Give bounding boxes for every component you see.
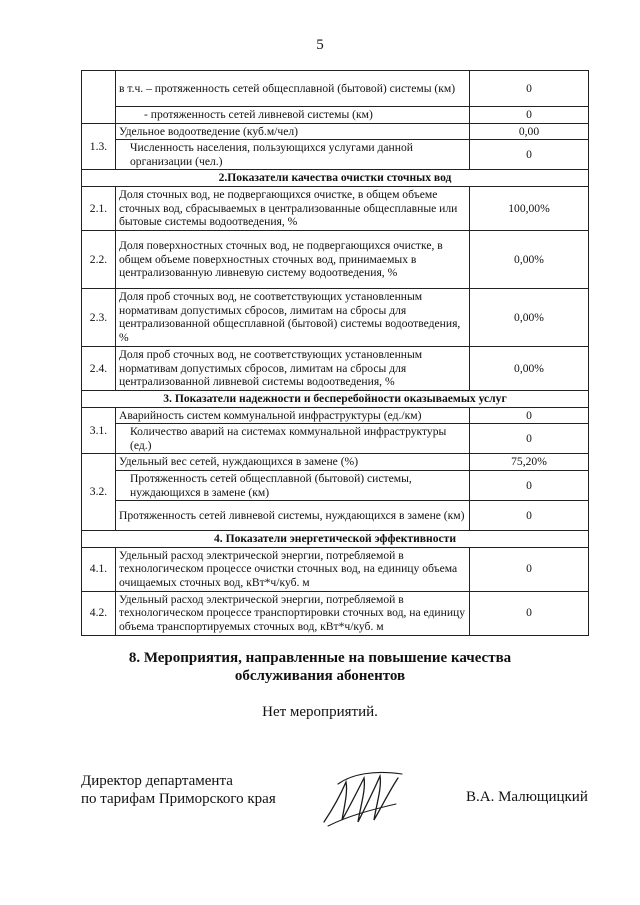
table-row [82, 186, 589, 230]
signatory-position [81, 772, 276, 808]
section-header: 3. Показатели надежности и бесперебойности оказываемых услуг [82, 390, 589, 407]
section-8-body: Нет мероприятий. [262, 704, 378, 720]
table-row [82, 230, 589, 288]
row-number: 3.2. [82, 454, 116, 531]
row-value: 0 [470, 547, 589, 591]
row-number: 2.2. [82, 230, 116, 288]
row-text: - протяженность сетей ливневой системы (км) [116, 107, 470, 124]
table-row [82, 123, 589, 140]
row-value: 0 [470, 424, 589, 454]
page-number: 5 [316, 37, 324, 53]
row-text: Удельный вес сетей, нуждающихся в замене (%) [116, 454, 470, 471]
section-8-title-line1: 8. Мероприятия, направленные на повышение качества [128, 650, 512, 666]
table-row [82, 107, 589, 124]
section-header: 4. Показатели энергетической эффективности [82, 531, 589, 548]
row-value: 0,00% [470, 230, 589, 288]
row-number: 2.1. [82, 186, 116, 230]
row-number: 3.1. [82, 407, 116, 454]
section-8-title-line2: обслуживания абонентов [234, 668, 406, 684]
position-line2: по тарифам Приморского края [81, 791, 276, 807]
row-value: 100,00% [470, 186, 589, 230]
row-value: 0 [470, 470, 589, 500]
row-text: Доля проб сточных вод, не соответствующих установленным нормативам допустимых сбросов, лимитам на сбросы для централизованной ливневой системы водоотведения, % [116, 346, 470, 390]
row-value: 0 [470, 140, 589, 170]
row-text: Удельный расход электрической энергии, потребляемой в технологическом процессе очистки сточных вод, на единицу объема очищаемых сточных вод, кВт*ч/куб. м [116, 547, 470, 591]
row-text: Численность населения, пользующихся услугами данной организации (чел.) [116, 140, 470, 170]
table-row [82, 346, 589, 390]
row-text: Количество аварий на системах коммунальной инфраструктуры (ед.) [116, 424, 470, 454]
row-number [82, 71, 116, 124]
row-value: 0,00% [470, 346, 589, 390]
row-text: Протяженность сетей ливневой системы, нуждающихся в замене (км) [116, 501, 470, 531]
row-value: 0 [470, 407, 589, 424]
table-row [82, 501, 589, 531]
section-header-row [82, 170, 589, 187]
row-value: 0 [470, 501, 589, 531]
handwritten-signature [318, 760, 408, 845]
section-header-row [82, 531, 589, 548]
row-value: 0,00% [470, 288, 589, 346]
row-number: 4.2. [82, 591, 116, 635]
row-text: Протяженность сетей общесплавной (бытовой) системы, нуждающихся в замене (км) [116, 470, 470, 500]
row-number: 2.3. [82, 288, 116, 346]
position-line1: Директор департамента [81, 773, 233, 789]
table-row [82, 547, 589, 591]
table-row [82, 424, 589, 454]
row-text: Удельный расход электрической энергии, потребляемой в технологическом процессе транспортировки сточных вод, на единицу объема транспортируемых сточных вод, кВт*ч/куб. м [116, 591, 470, 635]
table-row [82, 288, 589, 346]
row-number: 4.1. [82, 547, 116, 591]
row-text: Удельное водоотведение (куб.м/чел) [116, 123, 470, 140]
row-text: Аварийность систем коммунальной инфраструктуры (ед./км) [116, 407, 470, 424]
table-row [82, 591, 589, 635]
table-row [82, 470, 589, 500]
table-row [82, 71, 589, 107]
row-text: Доля поверхностных сточных вод, не подвергающихся очистке, в общем объеме поверхностных сточных вод, принимаемых в централизованную ливневую систему водоотведения, % [116, 230, 470, 288]
table-row [82, 454, 589, 471]
row-value: 0 [470, 591, 589, 635]
table-row [82, 407, 589, 424]
table-row [82, 140, 589, 170]
row-text: Доля сточных вод, не подвергающихся очистке, в общем объеме сточных вод, сбрасываемых в централизованные общесплавные или бытовые системы водоотведения, % [116, 186, 470, 230]
signatory-name: В.А. Малющицкий [466, 789, 588, 805]
row-text: в т.ч. – протяженность сетей общесплавной (бытовой) системы (км) [116, 71, 470, 107]
row-text: Доля проб сточных вод, не соответствующих установленным нормативам допустимых сбросов, лимитам на сбросы для централизованной общесплавной (бытовой) системы водоотведения, % [116, 288, 470, 346]
section-header: 2.Показатели качества очистки сточных вод [82, 170, 589, 187]
section-header-row [82, 390, 589, 407]
row-number: 2.4. [82, 346, 116, 390]
row-number: 1.3. [82, 123, 116, 170]
row-value: 75,20% [470, 454, 589, 471]
section-8-title [0, 649, 640, 685]
row-value: 0 [470, 71, 589, 107]
row-value: 0 [470, 107, 589, 124]
indicators-table [81, 70, 589, 636]
row-value: 0,00 [470, 123, 589, 140]
signature-scribble [318, 760, 408, 840]
